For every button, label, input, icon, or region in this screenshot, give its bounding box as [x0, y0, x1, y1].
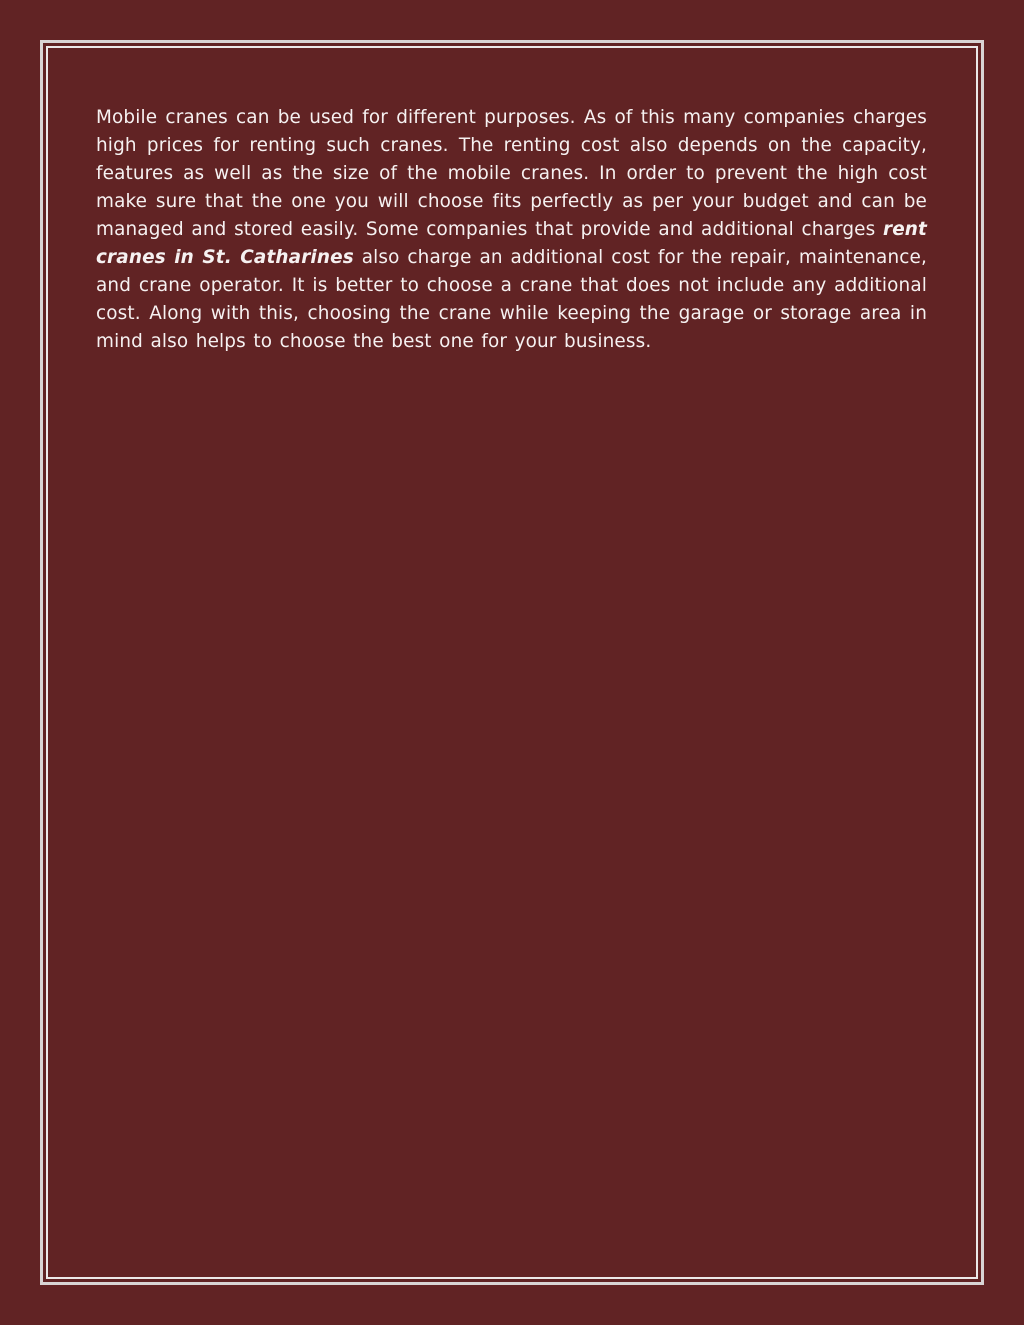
emphasis-phrase: rent cranes in St. Catharines	[96, 219, 927, 268]
body-paragraph	[96, 104, 927, 356]
paragraph-text-start: Mobile cranes can be used for different purposes. As of this many companies charges high prices for renting such cranes. The renting cost also depends on the capacity, features as well as the size of the mobile cranes. In order to prevent the high cost make sure that the one you will choose fits perfectly as per your budget and can be managed and stored easily. Some companies that provide and additional charges	[96, 107, 927, 240]
paragraph-text-end: also charge an additional cost for the repair, maintenance, and crane operator. It is better to choose a crane that does not include any additional cost. Along with this, choosing the crane while keeping the garage or storage area in mind also helps to choose the best one for your business.	[96, 247, 927, 352]
